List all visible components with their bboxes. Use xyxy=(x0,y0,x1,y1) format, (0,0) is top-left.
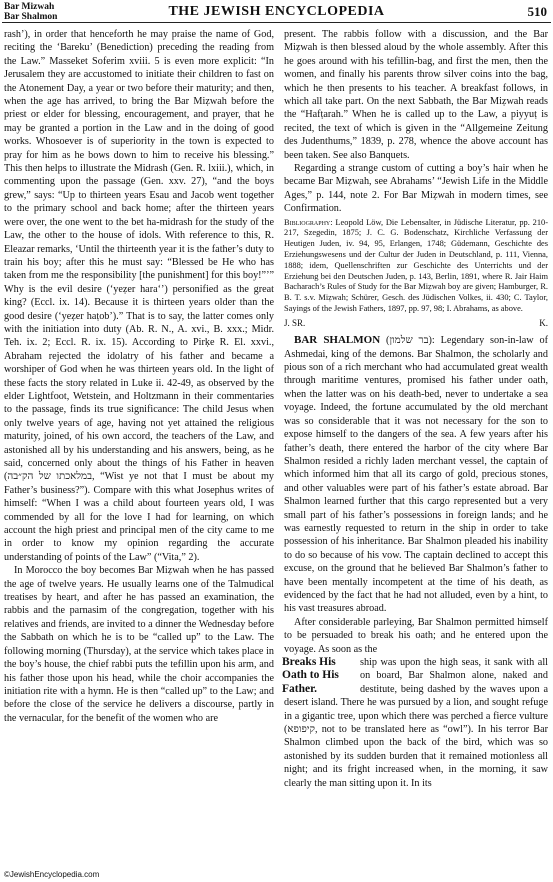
right-column xyxy=(284,28,548,790)
entry-paragraph xyxy=(284,334,548,616)
entry-title: BAR SHALMON xyxy=(294,334,381,347)
running-head-line1: Bar Mizwah xyxy=(4,2,55,12)
left-paragraph-2: In Morocco the boy becomes Bar Miẓwah when he has passed the age of twelve years. He usually learns one of the Talmudical treatises by heart, and after he has passed an examination, the rabbis and the parnasim of the congregation, together with his relatives and friends, are invited to a dinner the Wednesday before the Sabbath on which he is to be “called up” to the Law. The following morning (Thursday), at the service which takes place in the boy’s house, the chief rabbi puts the tefillin upon his arm, and his father those upon his head, while the choir accompanies the initiation rite with a hymn. He is then “called up” to the Law; and before the close of the service he delivers a discourse, partly in the vernacular, for the benefit of the women who are xyxy=(4,565,274,724)
running-head-line2: Bar Shalmon xyxy=(4,12,58,22)
right-paragraph-1: present. The rabbis follow with a discussion, and the Bar Miẓwah is then blessed aloud by the whole assembly. After this he goes around with his tefillin-bag, and first the men, then the women, and finally his parents throw silver coins into the bag, which he then presents to his teacher. A breakfast follows, in which all take part. On the next Sabbath, the Bar Miẓwah reads the “Hafṭarah.” When he is called up to the Law, a piyyuṭ is recited, the text of which is given in the “Allgemeine Zeitung des Judenthums,” 1839, p. 278, whence the above account has been taken. See also Banquets. xyxy=(284,29,548,161)
bibliography-label: Bibliography: xyxy=(284,217,333,227)
entry-paragraph-3-text: ship was upon the high seas, it sank with all on board, Bar Shalmon alone, naked and destitute, being dashed by the waves upon a desert island. There he was pursued by a lion, and sought refuge in a gigantic tree, upon which there was perched a fierce vulture (קיפופא, not to be translated here as “owl”). In his terror Bar Shalmon climbed upon the back of the bird, which was so astonished by its sudden burden that it remained motionless all night; and its fright increased when, in the morning, it saw clearly the man sitting upon it. In its xyxy=(284,657,548,789)
entry-paragraph-3 xyxy=(284,656,548,790)
entry-text: : Legendary son-in-law of Ashmedai, king of the demons. Bar Shalmon, the scholarly and pious son of a rich merchant who had accumulated great wealth through maritime ventures, promised his father under oath, when the latter was on his death-bed, never to undertake a sea voyage. Indeed, the fortune accumulated by the old merchant was so considerable that it was not necessary for the son to expose himself to the dangers of the sea. A few years after his father’s death, there entered the harbor of the city where Bar Shalmon resided a richly laden merchant vessel, the captain of which informed him that all its cargo of gold, precious stones, and other valuables were part of his father’s estate abroad. Bar Shalmon learned further that this cargo represented but a very small part of his father’s possessions in foreign lands; and he was earnestly requested to return in the ship in order to take possession of his inheritance. Bar Shalmon pleaded his inability to do so because of his vow. The captain declined to accept this excuse, on the ground that he believed Bar Shalmon’s father to have been mentally incompetent at the time of his death, as evidenced by the fact that he had not alluded, even by a hint, to his vast treasures abroad. xyxy=(284,335,548,615)
footer-copyright: ©JewishEncyclopedia.com xyxy=(4,870,100,879)
side-heading: Breaks His Oath to His Father. xyxy=(282,656,339,695)
bibliography-text: Leopold Löw, Die Lebensalter, in Jüdische Literatur, pp. 210-217, Szegedin, 1875; J. C. G. Bodenschatz, Kirchliche Verfassung der Heutigen Juden, iv. 94, 95, Erlangen, 1748; Güdemann, Geschichte des Erziehungswesens und der Cultur der Juden in Deutschland, p. 111, Vienna, 1888; idem, Quellenschriften zur Geschichte des Unterrichts und der Erziehung bei den Deutschen Juden, p. 143, Berlin, 1891, where R. Jair Haim Bacharach’s Rules of Study for the Bar Miẓwah boy are given; Hamburger, R. B. T. s.v. Miẓwah; Schürer, Gesch. des Jüdischen Volkes, ii. 430; C. Taylor, Sayings of the Jewish Fathers, 1897, pp. 97, 98; I. Abrahams, as above. xyxy=(284,217,548,314)
signature-left: J. SR. xyxy=(284,317,306,328)
left-paragraph-1: rash’), in order that henceforth he may praise the name of God, reciting the ‘Bareku’ (Benediction) preceding the reading from the Law.” Masseket Soferim xviii. 5 is even more explicit: “In Jerusalem they are accustomed to initiate their children to fast on the Atonement Day, a year or two before their maturity; and then, when the age has arrived, to bring the Bar Miẓwah before the priest or elder for blessing, encouragement, and prayer, that he may be granted a portion in the Law and in the doing of good works. Whosoever is of superiority in the town is expected to pray for him as he bows down to him to receive his blessing.” This then helps to illustrate the Midrash (Gen. R. lxiii.), which, in commenting upon the passage (Gen. xxv. 27), “and the boys grew,” says: “Up to thirteen years Esau and Jacob went together to the primary school and back home; after the thirteen years were over, the one went to the bet ha-midrash for the study of the Law, the other to the house of idols. With reference to this, R. Eleazar remarks, ‘Until the thirteenth year it is the father’s duty to train his boy; after this he must say: “Blessed be He who has taken from me the responsibility [the punishment] for this boy!”’” Why is the evil desire (‘yeẓer hara‘’) personified as the great king? (Eccl. ix. 14). Because it is thirteen years older than the good desire (‘yeẓer haṭob’).” That is to say, the latter comes only with the initiation into duty (Ab. R. N., A. xvi., B. xxx.; Midr. Teh. ix. 2; Eccl. R. ix. 15). According to Pirḳe R. El. xxvi., Abraham rejected the idolatry of his father and became a worshiper of God when he was thirteen years old. In the light of these facts the story related in Luke ii. 42-49, as observed by the elder Lightfoot, Wetstein, and Holtzmann in their commentaries to the passage, finds its true significance: The child Jesus when only twelve years of age, having not yet attained the religious maturity, joined, of his own accord, the teachers of the Law, and astonished all by his understanding and his answers, being, as he said, concerned only about the things of his Father in heaven (במלאכתו של הק״בה, “Wist ye not that I must be about my Father’s business?”). Compare with this what Josephus writes of himself: “When I was a child about fourteen years old, I was commended by all for the love I had for learning, on which account the high priest and principal men of the city came to me in order to know my opinion regarding the accurate understanding of points of the Law” (“Vita,” 2). xyxy=(4,29,274,563)
page-number: 510 xyxy=(527,4,547,19)
author-signature xyxy=(284,317,548,330)
entry-paragraph-2: After considerable parleying, Bar Shalmon permitted himself to be persuaded to break his oath; and he entered upon the voyage. As soon as the xyxy=(284,616,548,655)
entry-hebrew: (בר שלמון) xyxy=(386,335,432,347)
page-header xyxy=(0,0,553,24)
right-paragraph-2: Regarding a strange custom of cutting a boy’s hair when he became Bar Miẓwah, see Abrahams’ “Jewish Life in the Middle Ages,” p. 144, note 2. For Bar Miẓwah in modern times, see Confirmation. xyxy=(284,163,548,215)
header-rule xyxy=(2,22,551,23)
publication-title: THE JEWISH ENCYCLOPEDIA xyxy=(168,4,385,19)
bibliography xyxy=(284,218,548,315)
signature-right: K. xyxy=(539,317,548,328)
left-column xyxy=(4,28,274,725)
